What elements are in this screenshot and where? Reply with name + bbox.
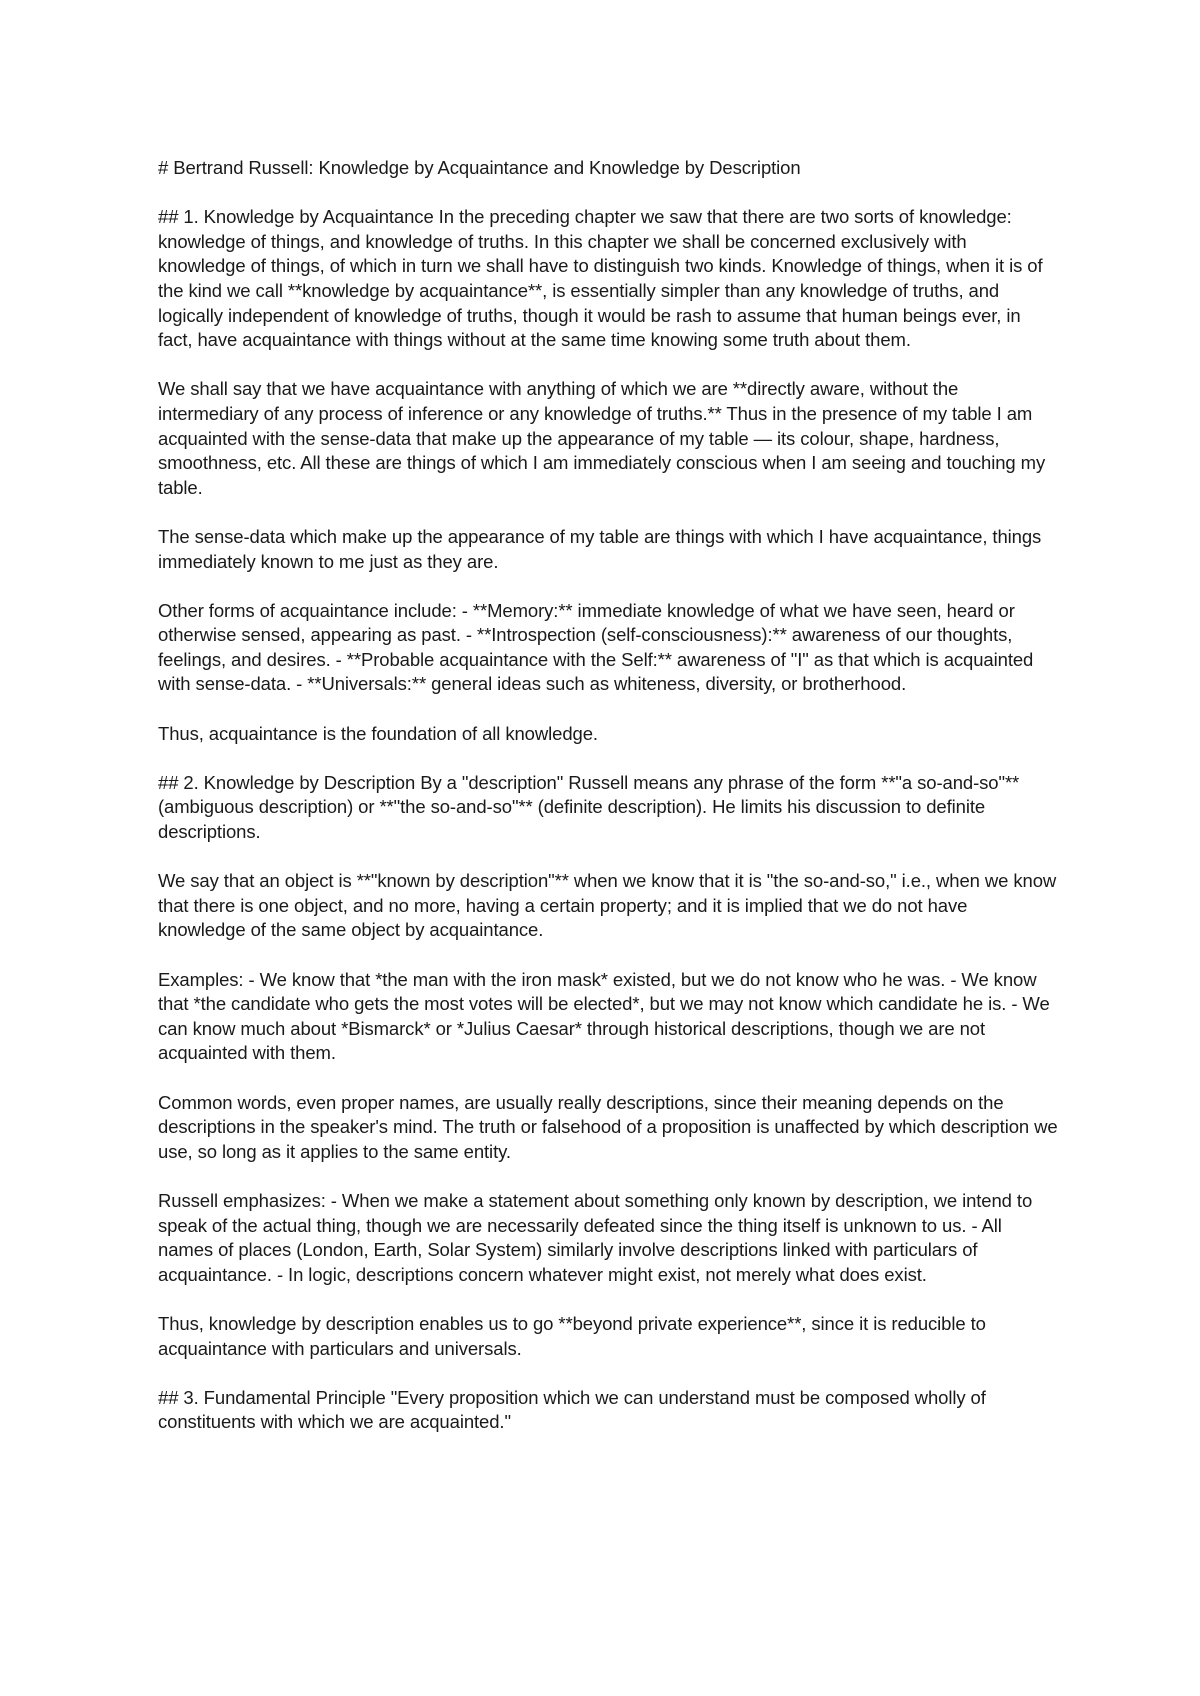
section-3-paragraph: ## 3. Fundamental Principle "Every proposition which we can understand must be composed wholly of constituents with which we are acquainted." (158, 1386, 991, 1433)
paragraph-known-by-description: We say that an object is **"known by description"** when we know that it is "the so-and-so," i.e., when we know that there is one object, and no more, having a certain property; and it is implied that we do not have knowledge of the same object by acquaintance. (158, 870, 1062, 941)
paragraph-direct-awareness: We shall say that we have acquaintance with anything of which we are **directly aware, without the intermediary of any process of inference or any knowledge of truths.** Thus in the presence of my table I am acquainted with the sense-data that make up the appearance of my table — its colour, shape, hardness, smoothness, etc. All these are things of which I am immediately conscious when I am seeing and touching my table. (158, 378, 1051, 498)
paragraph-russell-emphasizes: Russell emphasizes: - When we make a statement about something only known by description, we intend to speak of the actual thing, though we are necessarily defeated since the thing itself is unknown to us. - All names of places (London, Earth, Solar System) similarly involve descriptions linked with particulars of acquaintance. - In logic, descriptions concern whatever might exist, not merely what does exist. (158, 1189, 1038, 1285)
document-body (158, 156, 1063, 1459)
section-1-paragraph: ## 1. Knowledge by Acquaintance In the preceding chapter we saw that there are two sorts of knowledge: knowledge of things, and knowledge of truths. In this chapter we shall be concerned exclusively with knowledge of things, of which in turn we shall have to distinguish two kinds. Knowledge of things, when it is of the kind we call **knowledge by acquaintance**, is essentially simpler than any knowledge of truths, and logically independent of knowledge of truths, though it would be rash to assume that human beings ever, in fact, have acquaintance with things without at the same time knowing some truth about them. (158, 206, 1048, 351)
paragraph-beyond-experience: Thus, knowledge by description enables us to go **beyond private experience**, since it is reducible to acquaintance with particulars and universals. (158, 1312, 991, 1359)
paragraph-sense-data: The sense-data which make up the appearance of my table are things with which I have acquaintance, things immediately known to me just as they are. (158, 525, 1047, 572)
paragraph-common-words: Common words, even proper names, are usually really descriptions, since their meaning depends on the descriptions in the speaker's mind. The truth or falsehood of a proposition is unaffected by which description we use, so long as it applies to the same entity. (158, 1091, 1063, 1162)
paragraph-foundation: Thus, acquaintance is the foundation of all knowledge. (158, 722, 598, 744)
document-title: # Bertrand Russell: Knowledge by Acquaintance and Knowledge by Description (158, 157, 801, 178)
paragraph-examples: Examples: - We know that *the man with the iron mask* existed, but we do not know who he was. - We know that *the candidate who gets the most votes will be elected*, but we may not know which candidate he is. - We can know much about *Bismarck* or *Julius Caesar* through historical descriptions, though we are not acquainted with them. (158, 968, 1055, 1064)
section-2-paragraph: ## 2. Knowledge by Description By a "description" Russell means any phrase of the form **"a so-and-so"** (ambiguous description) or **"the so-and-so"** (definite description). He limits his discussion to definite descriptions. (158, 771, 1025, 843)
paragraph-other-forms: Other forms of acquaintance include: - **Memory:** immediate knowledge of what we have seen, heard or otherwise sensed, appearing as past. - **Introspection (self-consciousness):** awareness of our thoughts, feelings, and desires. - **Probable acquaintance with the Self:** awareness of "I" as that which is acquainted with sense-data. - **Universals:** general ideas such as whiteness, diversity, or brotherhood. (158, 599, 1039, 695)
